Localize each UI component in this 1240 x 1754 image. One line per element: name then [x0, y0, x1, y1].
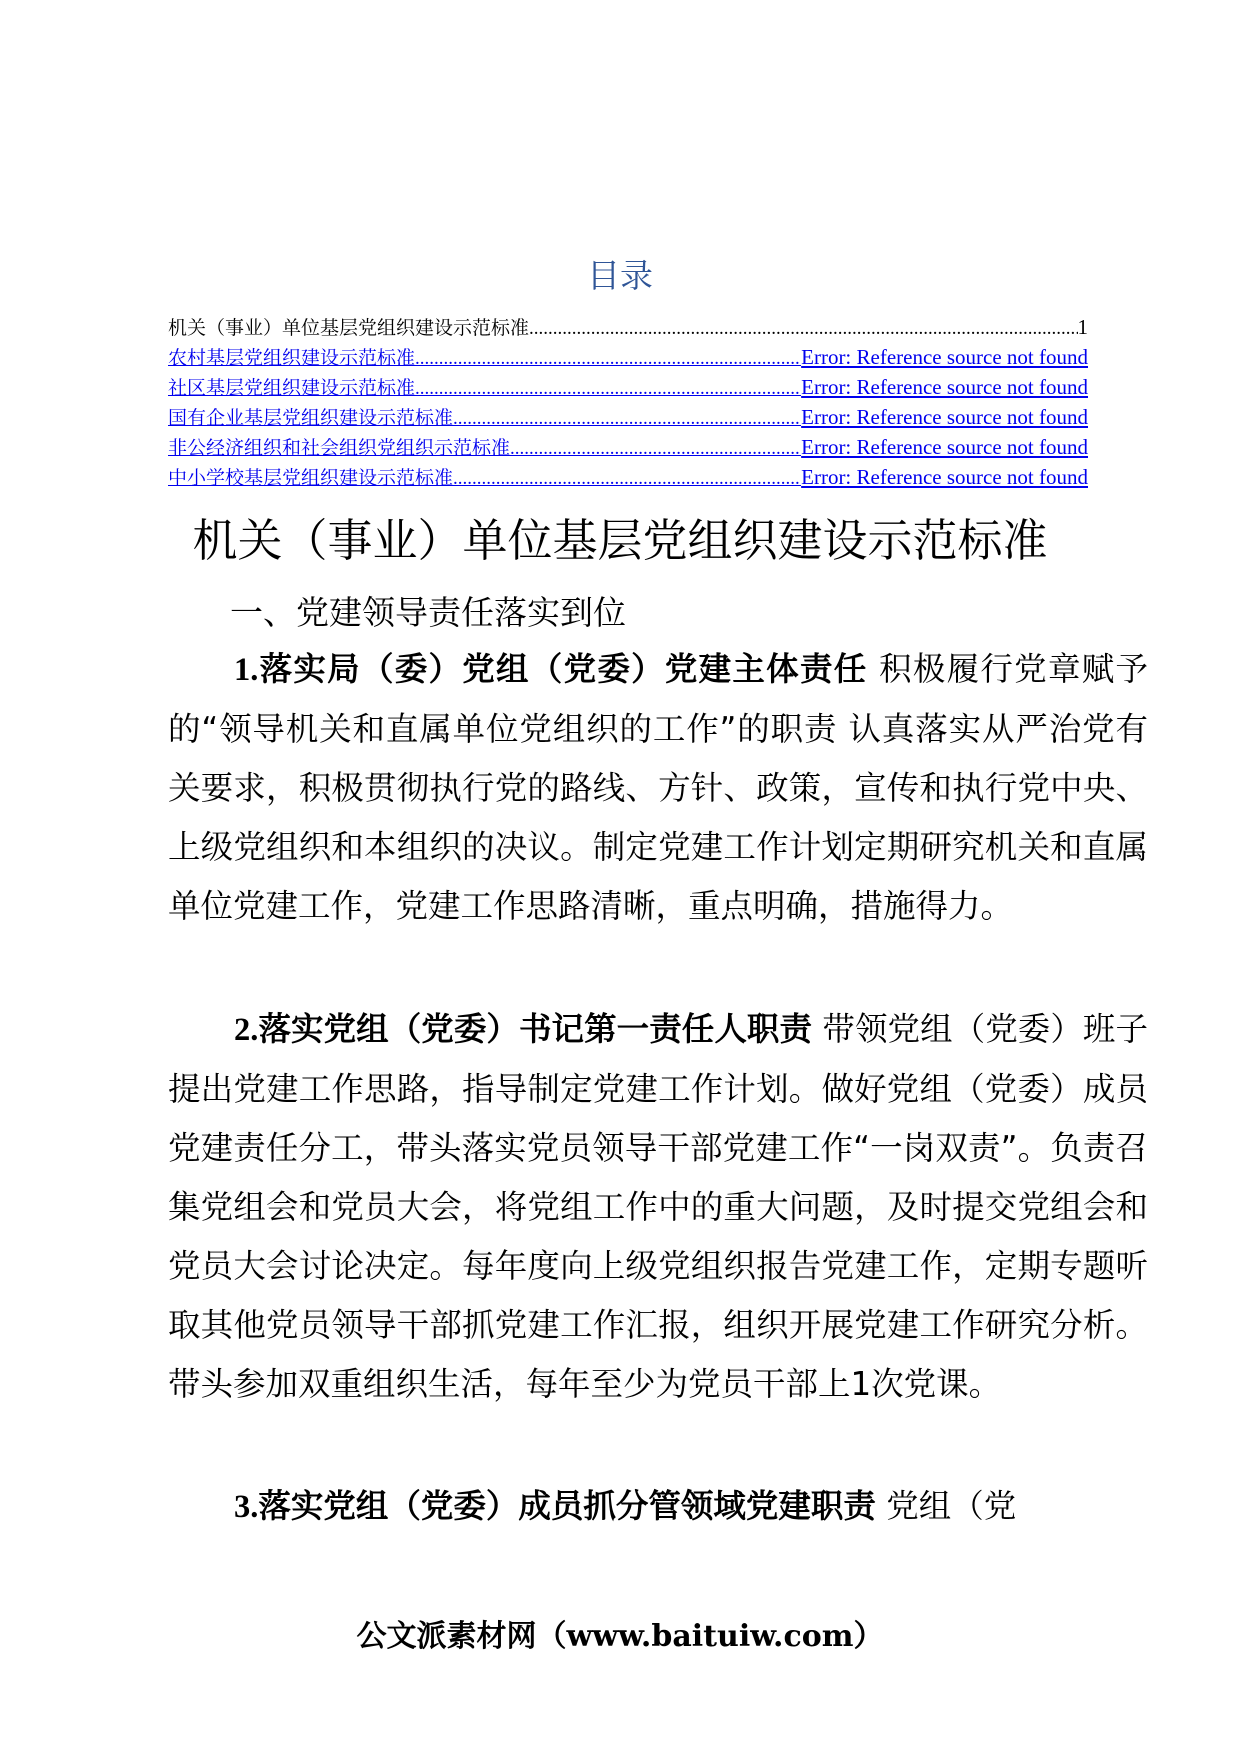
item-heading: 落实党组（党委）成员抓分管领域党建职责 — [258, 1487, 876, 1525]
item-text: 积极履行党章赋予的“领导机关和直属单位党组织的工作”的职责 认真落实从严治党有关要求，积极贯彻执行党的路线、方针、政策，宣传和执行党中央、上级党组织和本组织的决议。制定党建工作计划定期研究机关和直属单位党建工作，党建工作思路清晰，重点明确，措施得力。 — [168, 650, 1148, 925]
toc-entry-page: 1 — [1077, 315, 1088, 339]
toc-entry-title: 社区基层党组织建设示范标准 — [168, 377, 416, 399]
toc-entry-title: 国有企业基层党组织建设示范标准 — [168, 407, 454, 429]
toc-leader-dots — [415, 344, 801, 374]
toc-entry[interactable] — [168, 312, 1088, 342]
toc-entry-page: Error: Reference source not found — [801, 435, 1088, 459]
document-title: 机关（事业）单位基层党组织建设示范标准 — [192, 514, 1048, 567]
toc-entry-title: 中小学校基层党组织建设示范标准 — [168, 467, 454, 489]
toc-entry-page: Error: Reference source not found — [801, 375, 1088, 399]
toc-entry-link[interactable] — [168, 402, 1088, 432]
item-text: 党组（党 — [875, 1487, 1017, 1525]
toc-leader-dots — [415, 374, 801, 404]
toc-entry-link[interactable] — [168, 342, 1088, 372]
item-number: 3. — [234, 1489, 259, 1525]
item-heading: 落实局（委）党组（党委）党建主体责任 — [258, 650, 868, 688]
toc-leader-dots — [453, 464, 801, 494]
item-number: 2. — [234, 1012, 259, 1048]
table-of-contents — [168, 312, 1088, 492]
toc-leader-dots — [529, 314, 1077, 344]
paragraph-2 — [168, 1000, 1148, 1414]
toc-leader-dots — [453, 404, 801, 434]
item-number: 1. — [234, 652, 259, 688]
toc-leader-dots — [510, 434, 801, 464]
toc-entry-title: 机关（事业）单位基层党组织建设示范标准 — [168, 317, 530, 339]
item-text: 带领党组（党委）班子提出党建工作思路，指导制定党建工作计划。做好党组（党委）成员党建责任分工，带头落实党员领导干部党建工作“一岗双责”。负责召集党组会和党员大会，将党组工作中的重大问题，及时提交党组会和党员大会讨论决定。每年度向上级党组织报告党建工作，定期专题听取其他党员领导干部抓党建工作汇报，组织开展党建工作研究分析。带头参加双重组织生活，每年至少为党员干部上1次党课。 — [168, 1010, 1148, 1403]
toc-entry-page: Error: Reference source not found — [801, 465, 1088, 489]
paragraph-1 — [168, 640, 1148, 936]
toc-entry-page: Error: Reference source not found — [801, 345, 1088, 369]
toc-entry-link[interactable] — [168, 462, 1088, 492]
toc-heading: 目录 — [587, 256, 653, 295]
section-heading: 一、党建领导责任落实到位 — [230, 593, 626, 632]
toc-entry-link[interactable] — [168, 372, 1088, 402]
item-heading: 落实党组（党委）书记第一责任人职责 — [258, 1010, 813, 1048]
paragraph-3 — [168, 1477, 1148, 1537]
page-footer: 公文派素材网（www.baituiw.com） — [356, 1619, 884, 1654]
toc-entry-title: 非公经济组织和社会组织党组织示范标准 — [168, 437, 511, 459]
toc-entry-page: Error: Reference source not found — [801, 405, 1088, 429]
toc-entry-link[interactable] — [168, 432, 1088, 462]
toc-entry-title: 农村基层党组织建设示范标准 — [168, 347, 416, 369]
